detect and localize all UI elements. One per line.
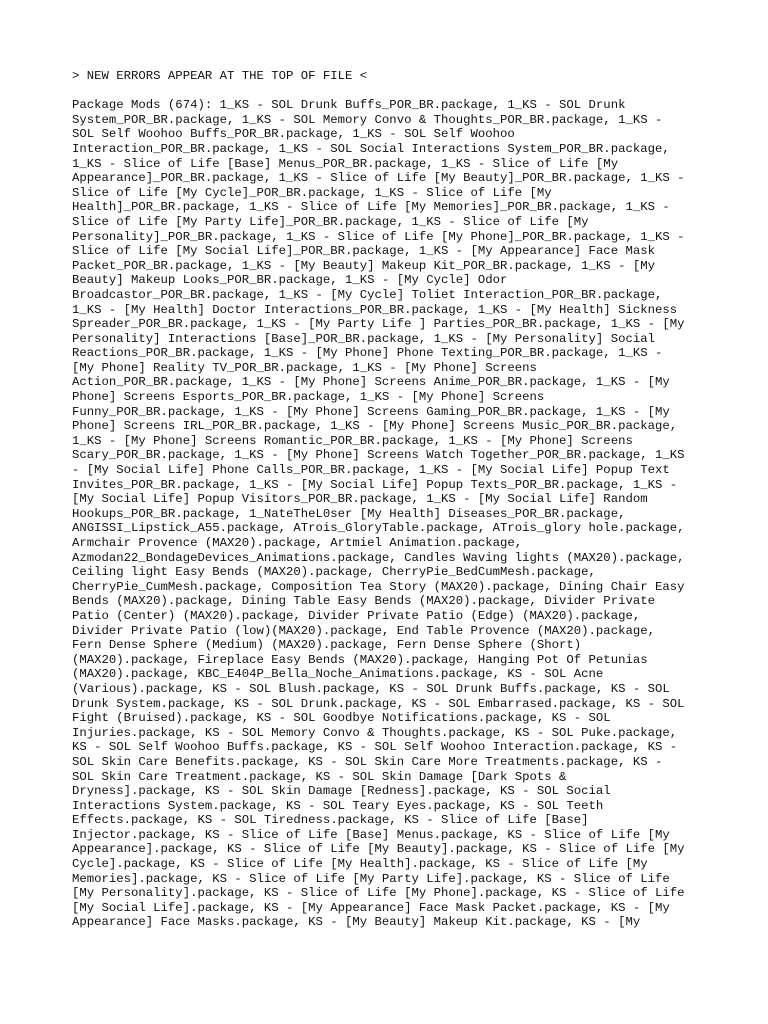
mods-text-line: (MAX20).package, Fireplace Easy Bends (MAX20).package, Hanging Pot Of Petunias — [72, 652, 648, 667]
mods-text-line: Azmodan22_BondageDevices_Animations.package, Candles Waving lights (MAX20).package, — [72, 550, 685, 565]
mods-text-line: SOL Skin Care Benefits.package, KS - SOL Skin Care More Treatments.package, KS - — [72, 754, 663, 769]
mods-text-line: KS - SOL Self Woohoo Buffs.package, KS - SOL Self Woohoo Interaction.package, KS - — [72, 740, 678, 755]
mods-text-line: - [My Social Life] Phone Calls_POR_BR.package, 1_KS - [My Social Life] Popup Text — [72, 463, 670, 478]
mods-text-line: System_POR_BR.package, 1_KS - SOL Memory Convo & Thoughts_POR_BR.package, 1_KS - — [72, 112, 663, 127]
mods-text-line: Appearance] Face Masks.package, KS - [My Beauty] Makeup Kit.package, KS - [My — [72, 915, 641, 930]
mods-text-line: ANGISSI_Lipstick_A55.package, ATrois_GloryTable.package, ATrois_glory hole.package, — [72, 521, 685, 536]
mods-text-line: Scary_POR_BR.package, 1_KS - [My Phone] Screens Watch Together_POR_BR.package, 1_KS — [72, 448, 685, 463]
mods-text-line: Interactions System.package, KS - SOL Teary Eyes.package, KS - SOL Teeth — [72, 798, 604, 813]
mods-text-line: Packet_POR_BR.package, 1_KS - [My Beauty] Makeup Kit_POR_BR.package, 1_KS - [My — [72, 258, 655, 273]
package-mods-list — [72, 98, 700, 930]
mods-text-line: Funny_POR_BR.package, 1_KS - [My Phone] Screens Gaming_POR_BR.package, 1_KS - [My — [72, 404, 670, 419]
mods-text-line: CherryPie_CumMesh.package, Composition Tea Story (MAX20).package, Dining Chair Easy — [72, 579, 685, 594]
mods-text-line: Drunk System.package, KS - SOL Drunk.package, KS - SOL Embarrased.package, KS - SOL — [72, 696, 685, 711]
mods-text-line: Injector.package, KS - Slice of Life [Base] Menus.package, KS - Slice of Life [My — [72, 827, 670, 842]
mods-text-line: Fight (Bruised).package, KS - SOL Goodbye Notifications.package, KS - SOL — [72, 711, 611, 726]
mods-text-line: Patio (Center) (MAX20).package, Divider Private Patio (Edge) (MAX20).package, — [72, 608, 641, 623]
mods-text-line: Appearance]_POR_BR.package, 1_KS - Slice of Life [My Beauty]_POR_BR.package, 1_KS - — [72, 171, 685, 186]
mods-text-line: 1_KS - Slice of Life [Base] Menus_POR_BR.package, 1_KS - Slice of Life [My — [72, 156, 619, 171]
mods-text-line: Package Mods (674): 1_KS - SOL Drunk Buffs_POR_BR.package, 1_KS - SOL Drunk — [72, 98, 626, 113]
mods-text-line: (Various).package, KS - SOL Blush.package, KS - SOL Drunk Buffs.package, KS - SOL — [72, 681, 670, 696]
mods-text-line: Injuries.package, KS - SOL Memory Convo & Thoughts.package, KS - SOL Puke.package, — [72, 725, 678, 740]
mods-text-line: Invites_POR_BR.package, 1_KS - [My Social Life] Popup Texts_POR_BR.package, 1_KS - — [72, 477, 678, 492]
mods-text-line: 1_KS - [My Phone] Screens Romantic_POR_BR.package, 1_KS - [My Phone] Screens — [72, 433, 633, 448]
mods-text-line: Ceiling light Easy Bends (MAX20).package, CherryPie_BedCumMesh.package, — [72, 565, 596, 580]
mods-text-line: Phone] Screens IRL_POR_BR.package, 1_KS - [My Phone] Screens Music_POR_BR.package, — [72, 419, 678, 434]
mods-text-line: Armchair Provence (MAX20).package, Artmiel Animation.package, — [72, 536, 523, 550]
mods-text-line: Personality] Interactions [Base]_POR_BR.package, 1_KS - [My Personality] Social — [72, 331, 655, 346]
mods-text-line: Health]_POR_BR.package, 1_KS - Slice of Life [My Memories]_POR_BR.package, 1_KS - — [72, 200, 670, 215]
mods-text-line: Hookups_POR_BR.package, 1_NateTheL0ser [My Health] Diseases_POR_BR.package, — [72, 506, 626, 521]
mods-text-line: Broadcastor_POR_BR.package, 1_KS - [My Cycle] Toliet Interaction_POR_BR.package, — [72, 287, 663, 302]
mods-text-line: [My Phone] Reality TV_POR_BR.package, 1_KS - [My Phone] Screens — [72, 360, 537, 375]
mods-text-line: 1_KS - [My Health] Doctor Interactions_POR_BR.package, 1_KS - [My Health] Sickness — [72, 302, 678, 317]
errors-header: > NEW ERRORS APPEAR AT THE TOP OF FILE < — [72, 69, 368, 83]
mods-text-line: Appearance].package, KS - Slice of Life [My Beauty].package, KS - Slice of Life [My — [72, 842, 685, 857]
mods-text-line: Action_POR_BR.package, 1_KS - [My Phone] Screens Anime_POR_BR.package, 1_KS - [My — [72, 375, 670, 390]
mods-text-line: Divider Private Patio (low)(MAX20).package, End Table Provence (MAX20).package, — [72, 623, 655, 638]
mods-text-line: Spreader_POR_BR.package, 1_KS - [My Party Life ] Parties_POR_BR.package, 1_KS - [My — [72, 317, 685, 332]
mods-text-line: SOL Skin Care Treatment.package, KS - SOL Skin Damage [Dark Spots & — [72, 769, 567, 784]
mods-text-line: SOL Self Woohoo Buffs_POR_BR.package, 1_KS - SOL Self Woohoo — [72, 127, 515, 142]
mods-text-line: Phone] Screens Esports_POR_BR.package, 1_KS - [My Phone] Screens — [72, 390, 545, 405]
mods-text-line: Effects.package, KS - SOL Tiredness.package, KS - Slice of Life [Base] — [72, 813, 589, 828]
mods-text-line: Memories].package, KS - Slice of Life [My Party Life].package, KS - Slice of Life — [72, 871, 670, 886]
mods-text-line: Interaction_POR_BR.package, 1_KS - SOL Social Interactions System_POR_BR.package, — [72, 141, 670, 156]
mods-text-line: Reactions_POR_BR.package, 1_KS - [My Phone] Phone Texting_POR_BR.package, 1_KS - — [72, 346, 663, 361]
mods-text-line: Slice of Life [My Cycle]_POR_BR.package, 1_KS - Slice of Life [My — [72, 185, 552, 200]
mods-text-line: Bends (MAX20).package, Dining Table Easy Bends (MAX20).package, Divider Private — [72, 594, 655, 609]
mods-text-line: [My Social Life].package, KS - [My Appearance] Face Mask Packet.package, KS - [My — [72, 900, 670, 915]
mods-text-line: Fern Dense Sphere (Medium) (MAX20).package, Fern Dense Sphere (Short) — [72, 638, 582, 653]
mods-text-line: Beauty] Makeup Looks_POR_BR.package, 1_KS - [My Cycle] Odor — [72, 273, 508, 288]
mods-text-line: [My Personality].package, KS - Slice of Life [My Phone].package, KS - Slice of Life — [72, 886, 685, 901]
mods-text-line: Dryness].package, KS - SOL Skin Damage [Redness].package, KS - SOL Social — [72, 784, 611, 799]
mods-text-line: Personality]_POR_BR.package, 1_KS - Slice of Life [My Phone]_POR_BR.package, 1_KS - — [72, 229, 685, 244]
mods-text-line: [My Social Life] Popup Visitors_POR_BR.package, 1_KS - [My Social Life] Random — [72, 492, 648, 507]
mods-text-line: Slice of Life [My Party Life]_POR_BR.package, 1_KS - Slice of Life [My — [72, 214, 589, 229]
mods-text-line: (MAX20).package, KBC_E404P_Bella_Noche_Animations.package, KS - SOL Acne — [72, 667, 604, 682]
document-page — [72, 69, 700, 930]
mods-text-line: Slice of Life [My Social Life]_POR_BR.package, 1_KS - [My Appearance] Face Mask — [72, 244, 655, 259]
mods-text-line: Cycle].package, KS - Slice of Life [My Health].package, KS - Slice of Life [My — [72, 857, 648, 872]
